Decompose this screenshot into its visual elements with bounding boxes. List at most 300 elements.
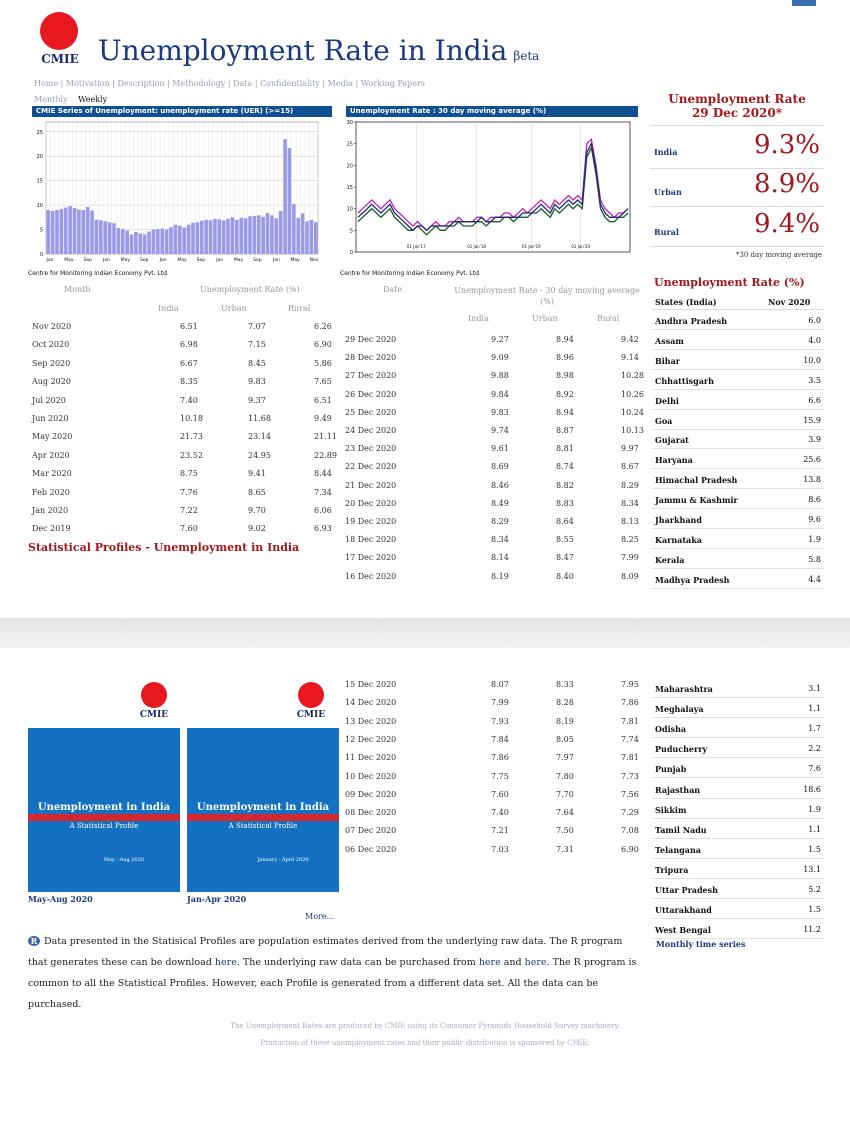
state-row [652, 859, 824, 879]
state-name[interactable]: Bihar [655, 355, 681, 366]
bar [178, 226, 182, 254]
y-tick-label: 30 [346, 120, 353, 126]
bar [191, 223, 195, 254]
urban-value: 8.9% [753, 169, 820, 199]
urban-cell: 9.70 [248, 506, 266, 515]
urban-cell: 8.55 [556, 535, 574, 545]
table-row [345, 790, 645, 802]
r-logo-icon: R [28, 936, 40, 946]
india-cell: 7.84 [491, 734, 509, 744]
rural-cell: 8.44 [314, 469, 332, 479]
urban-cell: 8.74 [556, 462, 574, 472]
table-row [32, 469, 337, 481]
bar [108, 222, 112, 254]
india-cell: 8.34 [491, 535, 509, 545]
col-urban: Urban [221, 304, 247, 313]
urban-cell: 8.92 [556, 389, 574, 399]
nav-separator: | [225, 79, 234, 88]
india-cell: 9.83 [491, 407, 509, 417]
urban-cell: 7.80 [556, 771, 574, 781]
x-tick-label: 01 Jan'19 [522, 244, 541, 249]
state-value: 5.2 [808, 885, 821, 894]
india-cell: 21.73 [180, 432, 203, 442]
state-value: 3.5 [808, 375, 821, 385]
table-row [345, 371, 645, 383]
date-cell: 09 Dec 2020 [345, 789, 397, 799]
month-cell: Oct 2020 [32, 340, 70, 350]
bar [209, 220, 213, 254]
rural-value: 9.4% [753, 209, 820, 239]
table-row [345, 553, 645, 565]
share-icon[interactable] [792, 0, 816, 6]
nav-separator: | [353, 79, 361, 88]
rural-cell: 7.65 [314, 377, 332, 387]
india-cell: 7.93 [491, 716, 509, 726]
urban-cell: 9.83 [248, 377, 266, 387]
here-link-3[interactable]: here [524, 957, 547, 968]
x-tick-label: Sep [83, 258, 92, 263]
state-value: 3.9 [808, 435, 821, 445]
book1-subtitle: A Statistical Profile [69, 822, 139, 830]
state-name[interactable]: Haryana [655, 455, 693, 466]
bar [253, 216, 257, 254]
state-name[interactable]: Tripura [655, 864, 689, 875]
book1-title: Unemployment in India [37, 802, 171, 813]
india-cell: 10.18 [180, 414, 203, 423]
bar [165, 230, 169, 254]
state-row [652, 429, 824, 449]
urban-cell: 8.05 [556, 734, 574, 744]
col-month: Month [64, 285, 91, 294]
state-name[interactable]: Meghalaya [655, 704, 704, 715]
nav-item-confidentiality[interactable]: Confidentiality [260, 79, 320, 88]
table-row [345, 772, 645, 784]
monthly-uer-bar-chart [30, 118, 326, 268]
state-name[interactable]: Madhya Pradesh [655, 574, 730, 585]
state-row [652, 390, 824, 410]
para-text-2: . The underlying raw data can be purchased from [236, 957, 479, 968]
x-tick-label: Sep [196, 258, 206, 263]
date-cell: 13 Dec 2020 [345, 716, 397, 726]
bar [95, 220, 99, 254]
rural-label: Rural [654, 227, 679, 237]
state-row [652, 509, 824, 529]
here-link-1[interactable]: here [214, 957, 237, 968]
state-value: 18.6 [803, 784, 821, 794]
beta-badge: βeta [513, 49, 540, 63]
india-cell: 7.86 [491, 753, 509, 763]
y-tick-label: 10 [36, 203, 43, 210]
state-name[interactable]: Jammu & Kashmir [655, 495, 738, 506]
bar [60, 209, 64, 254]
date-cell: 12 Dec 2020 [345, 734, 397, 744]
monthly-time-series-link[interactable]: Monthly time series [656, 939, 746, 949]
state-value: 6.0 [808, 316, 821, 325]
date-cell: 15 Dec 2020 [345, 680, 397, 689]
state-name[interactable]: Uttar Pradesh [655, 885, 718, 895]
urban-cell: 8.47 [556, 553, 574, 563]
state-row [652, 879, 824, 899]
chart1-credit: Centre for Monitoring Indian Economy Pvt. Ltd. [28, 270, 169, 277]
india-cell: 9.09 [491, 353, 509, 363]
state-value: 6.6 [808, 395, 821, 405]
rural-cell: 9.42 [621, 335, 639, 344]
table-row [32, 506, 337, 518]
rural-cell: 6.93 [314, 524, 332, 534]
india-cell: 9.27 [491, 335, 509, 344]
state-row [652, 489, 824, 509]
state-value: 1.5 [808, 905, 821, 915]
col-ur-group: Unemployment Rate (%) [200, 285, 300, 294]
rural-cell: 7.81 [621, 753, 639, 763]
divider [650, 206, 824, 207]
rural-cell: 8.25 [621, 535, 639, 545]
book2-stripe [187, 814, 339, 821]
state-name[interactable]: Assam [655, 335, 684, 346]
india-cell: 8.29 [491, 517, 509, 526]
india-cell: 8.46 [491, 480, 509, 490]
state-value: 1.7 [808, 724, 821, 734]
india-cell: 7.40 [491, 808, 509, 818]
urban-cell: 8.45 [248, 358, 266, 368]
urban-label: Urban [654, 187, 682, 197]
table-row [32, 322, 337, 334]
rural-cell: 8.34 [621, 498, 639, 508]
para-text-1: Data presented in the Statisical Profiles are population estimates derived from the underlying raw data. The R program that generates these can be download [28, 936, 623, 968]
date-cell: 07 Dec 2020 [345, 826, 397, 836]
india-cell: 7.21 [491, 826, 509, 836]
month-cell: Aug 2020 [32, 377, 71, 387]
y-tick-label: 15 [36, 178, 43, 185]
table-row [345, 335, 645, 347]
nav-item-home[interactable]: Home [34, 79, 59, 88]
nav-item-methodology[interactable]: Methodology [172, 79, 226, 88]
date-cell: 23 Dec 2020 [345, 444, 397, 454]
urban-cell: 9.37 [248, 395, 266, 405]
nav-item-data[interactable]: Data [233, 79, 253, 88]
state-row [652, 899, 824, 919]
logo-red-dot [298, 682, 324, 708]
urban-cell: 9.41 [248, 469, 266, 479]
urban-cell: 7.07 [248, 322, 266, 331]
page-title-text: Unemployment Rate in India [98, 34, 508, 67]
month-cell: Feb 2020 [32, 487, 70, 497]
month-cell: Jan 2020 [32, 506, 69, 515]
tab-monthly[interactable]: Monthly [34, 95, 68, 104]
state-value: 4.0 [808, 335, 821, 345]
bar [152, 230, 156, 254]
nav-separator: | [252, 79, 261, 88]
date-cell: 20 Dec 2020 [345, 498, 397, 508]
summary-note: *30 day moving average [735, 251, 822, 259]
bar [64, 208, 68, 254]
urban-cell: 8.82 [556, 480, 574, 490]
date-cell: 11 Dec 2020 [345, 753, 397, 763]
book2-cover[interactable] [187, 728, 339, 892]
urban-cell: 8.98 [556, 371, 574, 381]
rural-cell: 8.29 [621, 480, 639, 490]
y-tick-label: 25 [36, 129, 43, 136]
india-cell: 8.19 [491, 571, 509, 581]
bar [187, 225, 191, 254]
state-value: 4.4 [808, 574, 821, 584]
date-cell: 29 Dec 2020 [345, 335, 397, 344]
moving-average-line-chart [340, 118, 636, 268]
india-value: 9.3% [753, 130, 820, 160]
rural-cell: 6.90 [621, 844, 639, 854]
bar [283, 139, 287, 254]
state-name[interactable]: Delhi [655, 395, 679, 406]
india-cell: 9.61 [491, 444, 509, 454]
cmie-logo[interactable] [34, 12, 86, 70]
table-row [345, 462, 645, 474]
book1-cmie: CMIE [139, 710, 169, 720]
bar [266, 213, 270, 254]
rural-cell: 9.97 [621, 444, 639, 454]
bar [86, 207, 90, 254]
state-name[interactable]: Maharashtra [655, 684, 713, 694]
book2-cmie: CMIE [296, 710, 326, 720]
bar [139, 233, 143, 254]
bar [292, 204, 296, 254]
india-cell: 23.52 [180, 450, 203, 460]
x-tick-label: Sep [140, 258, 149, 263]
state-value: 1.9 [808, 804, 821, 814]
date-cell: 10 Dec 2020 [345, 771, 397, 781]
rural-cell: 6.26 [314, 322, 332, 331]
book1-cover[interactable] [28, 728, 180, 892]
book2-caption[interactable]: Jan-Apr 2020 [187, 894, 247, 904]
state-value: 2.2 [808, 744, 821, 754]
state-row [652, 779, 824, 799]
india-cell: 7.99 [491, 698, 509, 708]
urban-cell: 8.94 [556, 335, 574, 344]
main-nav [34, 79, 425, 88]
urban-cell: 8.94 [556, 407, 574, 417]
table-row [32, 377, 337, 389]
table-row [345, 481, 645, 493]
bar [55, 210, 59, 254]
state-row [652, 370, 824, 390]
rural-cell: 10.26 [621, 389, 644, 399]
bar [99, 220, 103, 254]
state-row [652, 718, 824, 738]
state-name[interactable]: Rajasthan [655, 784, 701, 795]
chart2-credit: Centre for Monitoring Indian Economy Pvt. Ltd. [340, 270, 481, 277]
bar [112, 223, 116, 254]
rural-cell: 6.06 [314, 506, 332, 515]
book2-title: Unemployment in India [196, 802, 330, 813]
table-row [345, 735, 645, 747]
period-tabs [34, 95, 107, 104]
state-name[interactable]: Himachal Pradesh [655, 475, 738, 486]
y-tick-label: 25 [346, 141, 353, 148]
x-tick-label: Sep [253, 258, 262, 263]
x-tick-label: Jan [103, 258, 111, 263]
bar [160, 229, 164, 254]
bar [275, 218, 279, 254]
col-india-ma: India [468, 314, 489, 323]
rural-cell: 9.14 [621, 353, 639, 363]
state-name[interactable]: Puducherry [655, 744, 708, 755]
bar [130, 234, 134, 254]
bar [288, 148, 292, 254]
bar [156, 229, 160, 254]
bar [73, 208, 77, 254]
bar [134, 232, 138, 254]
rural-cell: 8.67 [621, 462, 639, 472]
table-row [345, 444, 645, 456]
book2-logo [290, 682, 330, 724]
table-row [32, 451, 337, 463]
india-cell: 7.22 [180, 506, 198, 515]
urban-cell: 8.81 [556, 444, 574, 454]
table-row [345, 535, 645, 547]
state-name[interactable]: Kerala [655, 554, 685, 565]
tab-weekly[interactable]: Weekly [78, 95, 108, 104]
book2-subtitle: A Statistical Profile [228, 822, 298, 830]
month-cell: Mar 2020 [32, 469, 72, 479]
table-row [345, 717, 645, 729]
rural-cell: 7.95 [621, 680, 639, 689]
bar [248, 216, 252, 254]
x-tick-label: Jan [216, 258, 224, 263]
urban-cell: 7.97 [556, 753, 574, 763]
bar [279, 211, 283, 254]
rural-cell: 7.08 [621, 826, 639, 836]
rural-cell: 9.49 [314, 414, 332, 423]
state-name[interactable]: West Bengal [655, 925, 711, 936]
bar [270, 215, 274, 254]
y-tick-label: 0 [39, 252, 43, 258]
page-gap [0, 618, 850, 648]
bar [235, 220, 239, 254]
state-value: 1.1 [808, 704, 821, 714]
bar [117, 228, 121, 254]
date-cell: 18 Dec 2020 [345, 535, 397, 545]
state-name[interactable]: Odisha [655, 724, 687, 735]
month-cell: Apr 2020 [32, 450, 70, 460]
state-value: 7.6 [808, 764, 821, 774]
state-name[interactable]: Uttarakhand [655, 905, 712, 916]
bar [222, 220, 226, 254]
state-value: 1.1 [808, 824, 821, 834]
state-name[interactable]: Goa [655, 415, 673, 426]
rural-cell: 7.99 [621, 553, 639, 563]
state-name[interactable]: Telangana [655, 844, 701, 855]
state-row [652, 569, 824, 589]
table-row [345, 517, 645, 529]
urban-cell: 7.50 [556, 826, 574, 836]
bar [147, 232, 151, 254]
urban-cell: 8.83 [556, 498, 574, 508]
more-link[interactable]: More... [305, 912, 335, 921]
bar [143, 234, 147, 254]
rural-cell: 6.51 [314, 395, 332, 405]
table-row [32, 524, 337, 536]
x-tick-label: 01 Jan'18 [467, 244, 486, 249]
book1-caption[interactable]: May-Aug 2020 [28, 894, 93, 904]
nav-item-media[interactable]: Media [327, 79, 354, 88]
logo-text: CMIE [41, 52, 79, 66]
bar [81, 210, 85, 254]
x-tick-label: May [233, 258, 244, 263]
date-cell: 25 Dec 2020 [345, 407, 397, 417]
rural-cell: 7.74 [621, 734, 639, 744]
state-value: 3.1 [808, 684, 821, 693]
state-row [652, 330, 824, 350]
state-row [652, 549, 824, 569]
bar [182, 228, 186, 254]
statistical-profiles-link[interactable]: Statistical Profiles - Unemployment in India [28, 541, 300, 554]
state-name[interactable]: Jharkhand [655, 515, 702, 525]
state-name[interactable]: Punjab [655, 764, 687, 775]
rural-cell: 7.56 [621, 789, 639, 799]
state-value: 10.0 [803, 355, 821, 365]
urban-cell: 8.33 [556, 680, 574, 689]
state-name[interactable]: Chhattisgarh [655, 375, 714, 386]
urban-cell: 8.65 [248, 487, 266, 497]
book1-logo [133, 682, 173, 724]
state-row [652, 410, 824, 430]
state-name[interactable]: Tamil Nadu [655, 824, 707, 835]
y-tick-label: 20 [36, 154, 43, 161]
divider [650, 246, 824, 247]
here-link-2[interactable]: here [478, 957, 501, 968]
state-name[interactable]: Andhra Pradesh [655, 316, 728, 326]
nav-item-motivation[interactable]: Motivation [65, 79, 110, 88]
urban-cell: 7.70 [556, 789, 574, 799]
date-cell: 28 Dec 2020 [345, 353, 397, 363]
state-row [652, 678, 824, 698]
nav-separator: | [109, 79, 118, 88]
chart2-header: Unemployment Rate : 30 day moving average (%) [346, 106, 638, 117]
bar [310, 220, 314, 254]
rural-cell: 10.24 [621, 407, 644, 417]
india-cell: 7.40 [180, 395, 198, 405]
footer-line-2: Production of these unemployment rates and their public distribution is sponsored by CMIE. [260, 1039, 590, 1047]
state-name[interactable]: Karnataka [655, 534, 702, 545]
india-cell: 8.35 [180, 377, 198, 387]
bar [196, 222, 200, 254]
state-row [652, 350, 824, 370]
table-row [345, 845, 645, 857]
x-tick-label: Jan [272, 258, 280, 263]
nav-item-description[interactable]: Description [117, 79, 165, 88]
state-name[interactable]: Sikkim [655, 804, 687, 815]
state-row [652, 919, 824, 939]
rural-cell: 8.09 [621, 571, 639, 581]
nav-item-working-papers[interactable]: Working Papers [360, 79, 425, 88]
state-value: 11.2 [803, 925, 821, 935]
y-tick-label: 5 [349, 228, 353, 235]
india-label: India [654, 147, 678, 157]
state-row [652, 799, 824, 819]
table-row [32, 414, 337, 426]
state-value: 1.9 [808, 534, 821, 544]
x-tick-label: May [64, 258, 74, 263]
state-row [652, 310, 824, 330]
bar [261, 217, 265, 254]
date-cell: 14 Dec 2020 [345, 698, 397, 708]
x-tick-label: May [177, 258, 187, 263]
month-cell: Jun 2020 [32, 414, 69, 423]
state-row [652, 469, 824, 489]
urban-cell: 8.28 [556, 698, 574, 708]
state-name[interactable]: Gujarat [655, 435, 689, 446]
india-cell: 9.84 [491, 389, 509, 399]
month-cell: Nov 2020 [32, 322, 72, 331]
